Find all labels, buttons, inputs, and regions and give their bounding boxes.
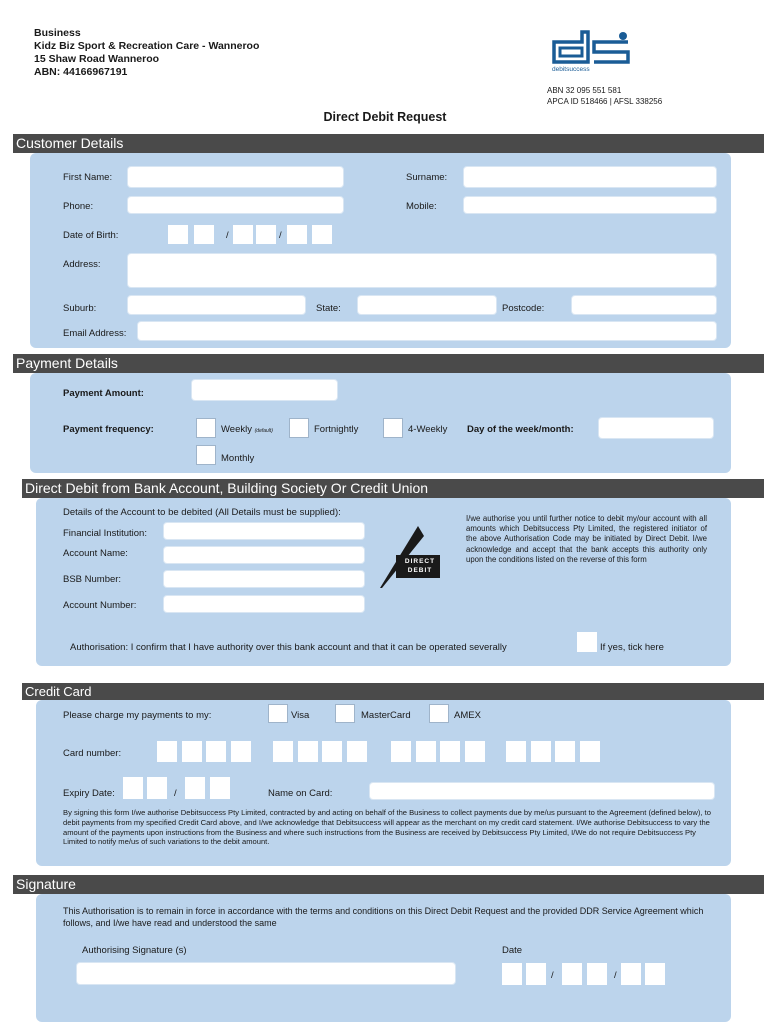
card-digit-box[interactable]	[182, 741, 202, 762]
direct-debit-header: Direct Debit from Bank Account, Building Society Or Credit Union	[22, 479, 764, 498]
sig-date-month-box-1[interactable]	[562, 963, 582, 985]
account-number-label: Account Number:	[63, 600, 137, 611]
sig-date-month-box-2[interactable]	[587, 963, 607, 985]
payment-frequency-label: Payment frequency:	[63, 424, 154, 435]
card-digit-box[interactable]	[580, 741, 600, 762]
direct-debit-icon	[378, 524, 444, 590]
card-digit-box[interactable]	[347, 741, 367, 762]
logo-wordmark: debitsuccess	[552, 66, 590, 73]
business-label: Business	[34, 27, 81, 39]
suburb-label: Suburb:	[63, 303, 97, 314]
dob-year-box-2[interactable]	[312, 225, 332, 244]
surname-field[interactable]	[463, 166, 717, 188]
weekly-text: Weekly	[221, 424, 252, 435]
card-digit-box[interactable]	[440, 741, 460, 762]
expiry-month-box-2[interactable]	[147, 777, 167, 799]
expiry-year-box-2[interactable]	[210, 777, 230, 799]
four-weekly-label: 4-Weekly	[408, 424, 448, 435]
ds-apca: APCA ID 518466 | AFSL 338256	[547, 97, 663, 106]
card-terms: By signing this form I/we authorise Debitsuccess Pty Limited, contracted by and acting on behalf of the Business to collect payments due by me/us pursuant to the Agreement (defined below), to debit payments from my specified Credit Card above, and I/we acknowledge that Debitsuccess will appear as the merchant on my credit card statement. I/We authorise Debitsuccess to vary the amount of the payments upon instructions from the Business and where such instructions from the Business are received by Debitsuccess Pty Limited, I/We do not require Debitsuccess Pty Limited to notify me/us of such variations to the debit amount.	[63, 808, 711, 847]
signature-header: Signature	[13, 875, 764, 894]
state-label: State:	[316, 303, 341, 314]
email-label: Email Address:	[63, 328, 127, 339]
bsb-label: BSB Number:	[63, 574, 122, 585]
financial-institution-label: Financial Institution:	[63, 528, 147, 539]
card-digit-box[interactable]	[231, 741, 251, 762]
tick-here-label: If yes, tick here	[600, 642, 664, 653]
card-digit-box[interactable]	[555, 741, 575, 762]
mobile-label: Mobile:	[406, 201, 437, 212]
dd-logo-line-1: DIRECT	[404, 558, 436, 565]
authorisation-statement: Authorisation: I confirm that I have authority over this bank account and that it can be operated severally	[70, 642, 507, 653]
debitsuccess-logo	[548, 28, 634, 74]
sig-date-year-box-2[interactable]	[645, 963, 665, 985]
default-note: (default)	[254, 428, 273, 434]
phone-label: Phone:	[63, 201, 94, 212]
bsb-field[interactable]	[163, 570, 365, 588]
authority-text: I/we authorise you until further notice to debit my/our account with all amounts which Debitsuccess Pty Limited, the registered initiator of the above Authorisation Code may be initiated by Direct Debit. I/we acknowledge and accept that the bank accepts this authority only upon the conditions listed on the reverse of this form	[466, 514, 707, 564]
card-digit-box[interactable]	[298, 741, 318, 762]
card-digit-box[interactable]	[273, 741, 293, 762]
ds-abn: ABN 32 095 551 581	[547, 86, 622, 95]
mastercard-label: MasterCard	[361, 710, 411, 721]
dob-month-box-2[interactable]	[256, 225, 276, 244]
payment-details-header: Payment Details	[13, 354, 764, 373]
surname-label: Surname:	[406, 172, 448, 183]
card-digit-box[interactable]	[157, 741, 177, 762]
card-digit-box[interactable]	[531, 741, 551, 762]
dob-year-box-1[interactable]	[287, 225, 307, 244]
business-abn: ABN: 44166967191	[34, 66, 128, 78]
card-digit-box[interactable]	[416, 741, 436, 762]
expiry-month-box-1[interactable]	[123, 777, 143, 799]
weekly-label	[221, 424, 273, 435]
ds-logo-icon	[548, 28, 634, 74]
payment-amount-field[interactable]	[191, 379, 338, 401]
card-number-label: Card number:	[63, 748, 122, 759]
charge-to-label: Please charge my payments to my:	[63, 710, 212, 721]
visa-checkbox[interactable]	[268, 704, 288, 723]
mastercard-checkbox[interactable]	[335, 704, 355, 723]
postcode-label: Postcode:	[502, 303, 545, 314]
customer-details-header: Customer Details	[13, 134, 764, 153]
card-digit-box[interactable]	[391, 741, 411, 762]
bank-intro: Details of the Account to be debited (All Details must be supplied):	[63, 507, 341, 518]
account-number-field[interactable]	[163, 595, 365, 613]
sig-date-day-box-1[interactable]	[502, 963, 522, 985]
fortnightly-label: Fortnightly	[314, 424, 359, 435]
day-of-week-label: Day of the week/month:	[467, 424, 574, 435]
card-digit-box[interactable]	[465, 741, 485, 762]
first-name-label: First Name:	[63, 172, 113, 183]
four-weekly-checkbox[interactable]	[383, 418, 403, 438]
sig-date-slash-1: /	[551, 970, 554, 981]
monthly-label: Monthly	[221, 453, 255, 464]
visa-label: Visa	[291, 710, 310, 721]
name-on-card-field[interactable]	[369, 782, 715, 800]
dob-slash-2: /	[279, 230, 282, 241]
expiry-year-box-1[interactable]	[185, 777, 205, 799]
fortnightly-checkbox[interactable]	[289, 418, 309, 438]
page-title: Direct Debit Request	[323, 110, 447, 124]
postcode-field[interactable]	[571, 295, 717, 315]
payment-amount-label: Payment Amount:	[63, 388, 144, 399]
suburb-field[interactable]	[127, 295, 306, 315]
account-name-label: Account Name:	[63, 548, 128, 559]
signature-statement: This Authorisation is to remain in force in accordance with the terms and conditions on this Direct Debit Request and the provided DDR Service Agreement which follows, and I/we have read and understood the same	[63, 906, 704, 928]
amex-label: AMEX	[454, 710, 481, 721]
dob-day-box-1[interactable]	[168, 225, 188, 244]
first-name-field[interactable]	[127, 166, 344, 188]
account-name-field[interactable]	[163, 546, 365, 564]
financial-institution-field[interactable]	[163, 522, 365, 540]
authorising-signature-label: Authorising Signature (s)	[82, 945, 187, 956]
credit-card-header: Credit Card	[22, 683, 764, 700]
email-field[interactable]	[137, 321, 717, 341]
sig-date-slash-2: /	[614, 970, 617, 981]
sig-date-day-box-2[interactable]	[526, 963, 546, 985]
direct-debit-logo	[378, 524, 444, 590]
phone-field[interactable]	[127, 196, 344, 214]
authorising-signature-field[interactable]	[76, 962, 456, 985]
card-digit-box[interactable]	[322, 741, 342, 762]
address-field[interactable]	[127, 253, 717, 288]
expiry-slash: /	[174, 788, 177, 799]
dd-logo-line-2: DEBIT	[407, 567, 433, 574]
dob-day-box-2[interactable]	[194, 225, 214, 244]
amex-checkbox[interactable]	[429, 704, 449, 723]
business-block	[34, 27, 259, 79]
business-address: 15 Shaw Road Wanneroo	[34, 53, 160, 65]
dob-slash-1: /	[226, 230, 229, 241]
dob-month-box-1[interactable]	[233, 225, 253, 244]
name-on-card-label: Name on Card:	[268, 788, 333, 799]
card-digit-box[interactable]	[506, 741, 526, 762]
authorisation-checkbox[interactable]	[577, 632, 597, 652]
state-field[interactable]	[357, 295, 497, 315]
business-name: Kidz Biz Sport & Recreation Care - Wanneroo	[34, 40, 260, 52]
address-label: Address:	[63, 259, 101, 270]
date-label: Date	[502, 945, 523, 956]
monthly-checkbox[interactable]	[196, 445, 216, 465]
mobile-field[interactable]	[463, 196, 717, 214]
day-of-week-field[interactable]	[598, 417, 714, 439]
expiry-label: Expiry Date:	[63, 788, 115, 799]
dob-label: Date of Birth:	[63, 230, 119, 241]
weekly-checkbox[interactable]	[196, 418, 216, 438]
card-digit-box[interactable]	[206, 741, 226, 762]
sig-date-year-box-1[interactable]	[621, 963, 641, 985]
